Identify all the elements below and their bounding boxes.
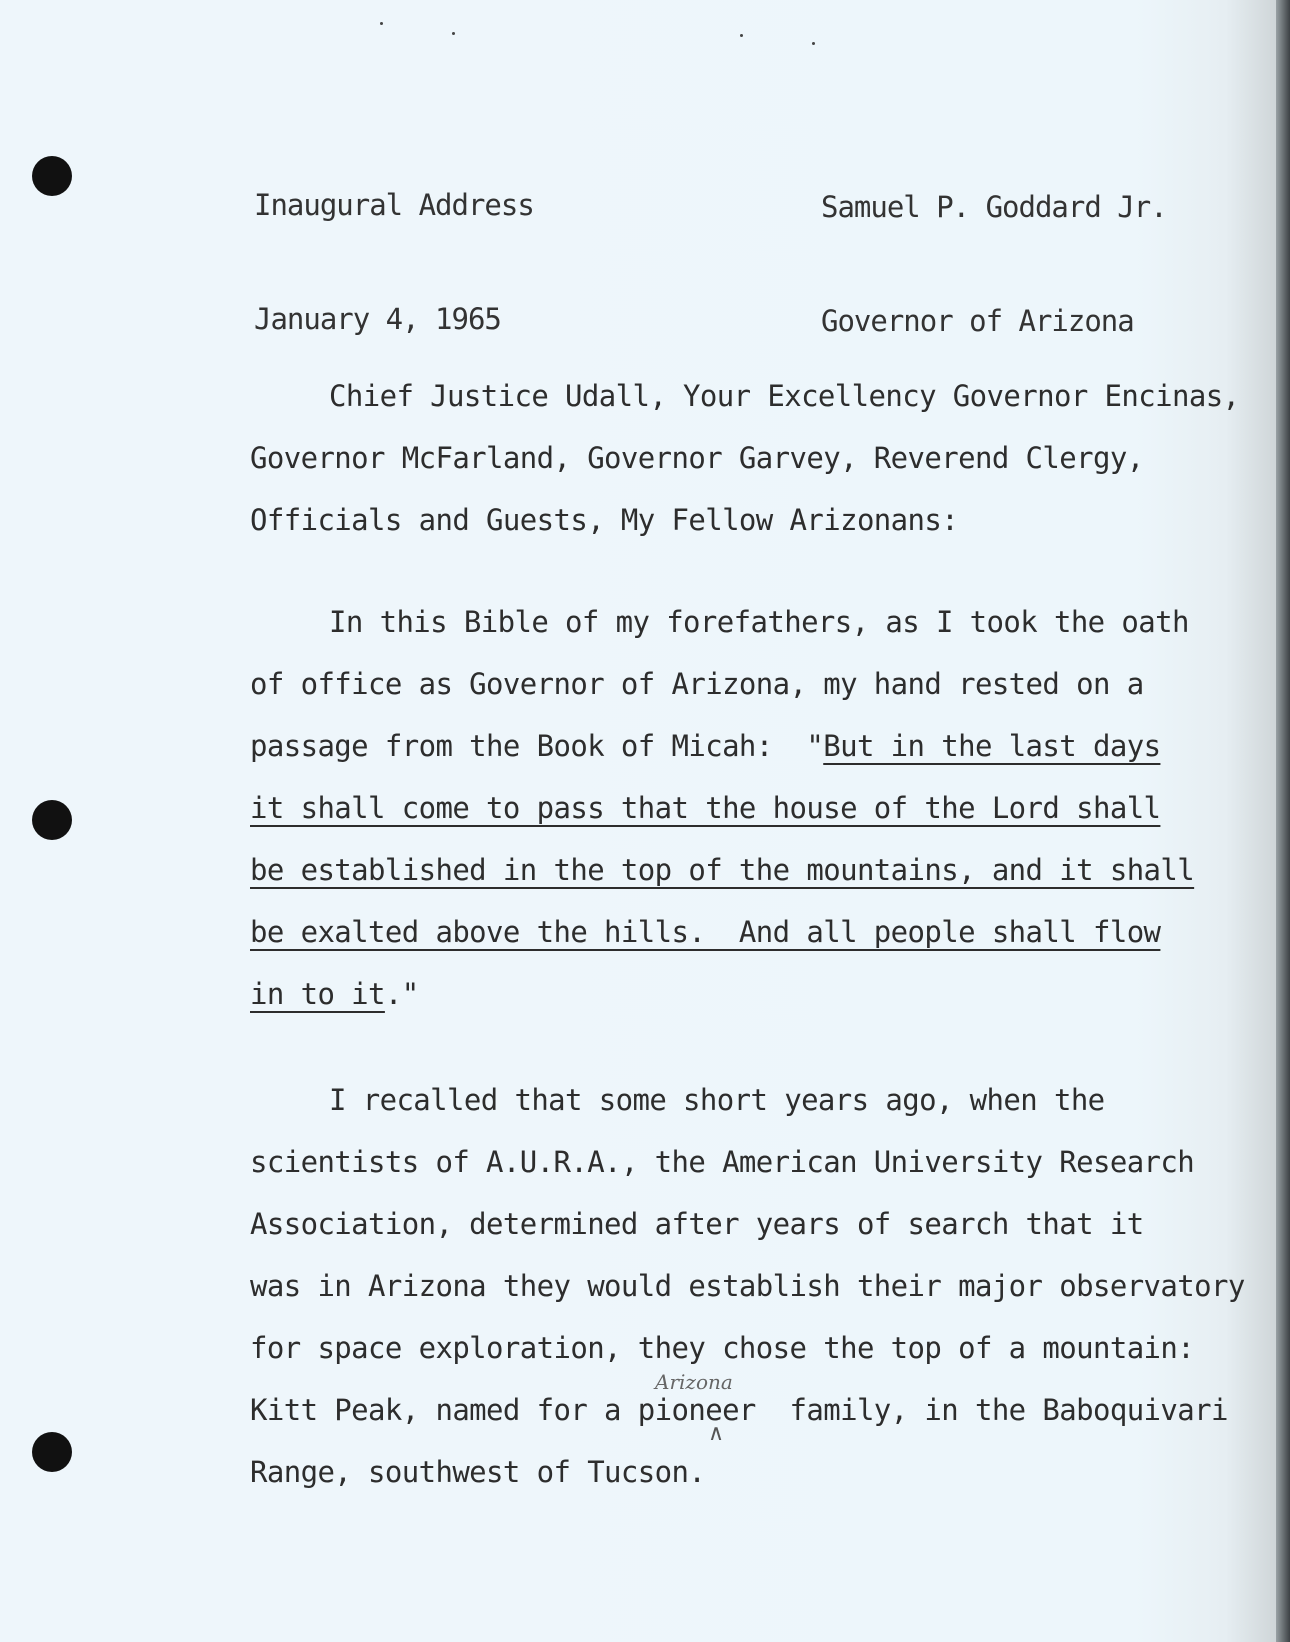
text-span: ." — [384, 977, 419, 1011]
underlined-quote: But in the last days — [823, 729, 1161, 763]
salutation-line: Officials and Guests, My Fellow Arizonans: — [250, 503, 959, 537]
underlined-quote: be exalted above the hills. And all people shall flow — [250, 915, 1161, 949]
paragraph-line — [250, 974, 419, 1014]
speck — [740, 34, 743, 37]
speck — [812, 42, 815, 45]
punch-hole — [32, 156, 72, 196]
handwritten-insertion: Arizona — [655, 1370, 733, 1394]
paragraph-line: for space exploration, they chose the top of a mountain: — [250, 1331, 1195, 1365]
speck — [452, 32, 455, 35]
salutation-line: Governor McFarland, Governor Garvey, Reverend Clergy, — [250, 441, 1144, 475]
paragraph-line: of office as Governor of Arizona, my hand rested on a — [250, 667, 1144, 701]
document-date: January 4, 1965 — [254, 302, 501, 336]
punch-hole — [32, 1432, 72, 1472]
paragraph-line: scientists of A.U.R.A., the American University Research — [250, 1145, 1195, 1179]
text-span: passage from the Book of Micah: " — [250, 729, 824, 763]
header-left — [254, 110, 534, 414]
paragraph-line: I recalled that some short years ago, when the — [329, 1083, 1105, 1117]
paragraph-line: Kitt Peak, named for a pioneer family, in the Baboquivari — [250, 1393, 1228, 1427]
header-right — [821, 112, 1167, 416]
underlined-quote: in to it — [250, 977, 385, 1011]
punch-hole — [32, 800, 72, 840]
caret-mark: ∧ — [708, 1421, 725, 1446]
salutation-line: Chief Justice Udall, Your Excellency Governor Encinas, — [329, 379, 1240, 413]
underlined-quote: it shall come to pass that the house of the Lord shall — [250, 791, 1161, 825]
underlined-quote: be established in the top of the mountains, and it shall — [250, 853, 1195, 887]
paragraph-line — [250, 726, 1160, 766]
author-name: Samuel P. Goddard Jr. — [821, 190, 1167, 224]
paragraph-line: was in Arizona they would establish their major observatory — [250, 1269, 1245, 1303]
author-title: Governor of Arizona — [821, 304, 1134, 338]
document-title: Inaugural Address — [254, 188, 534, 222]
scan-edge — [1276, 0, 1290, 1642]
paragraph-line: In this Bible of my forefathers, as I took the oath — [329, 605, 1189, 639]
speck — [380, 22, 383, 25]
paragraph-line: Association, determined after years of search that it — [250, 1207, 1144, 1241]
paragraph-line: Range, southwest of Tucson. — [250, 1455, 706, 1489]
